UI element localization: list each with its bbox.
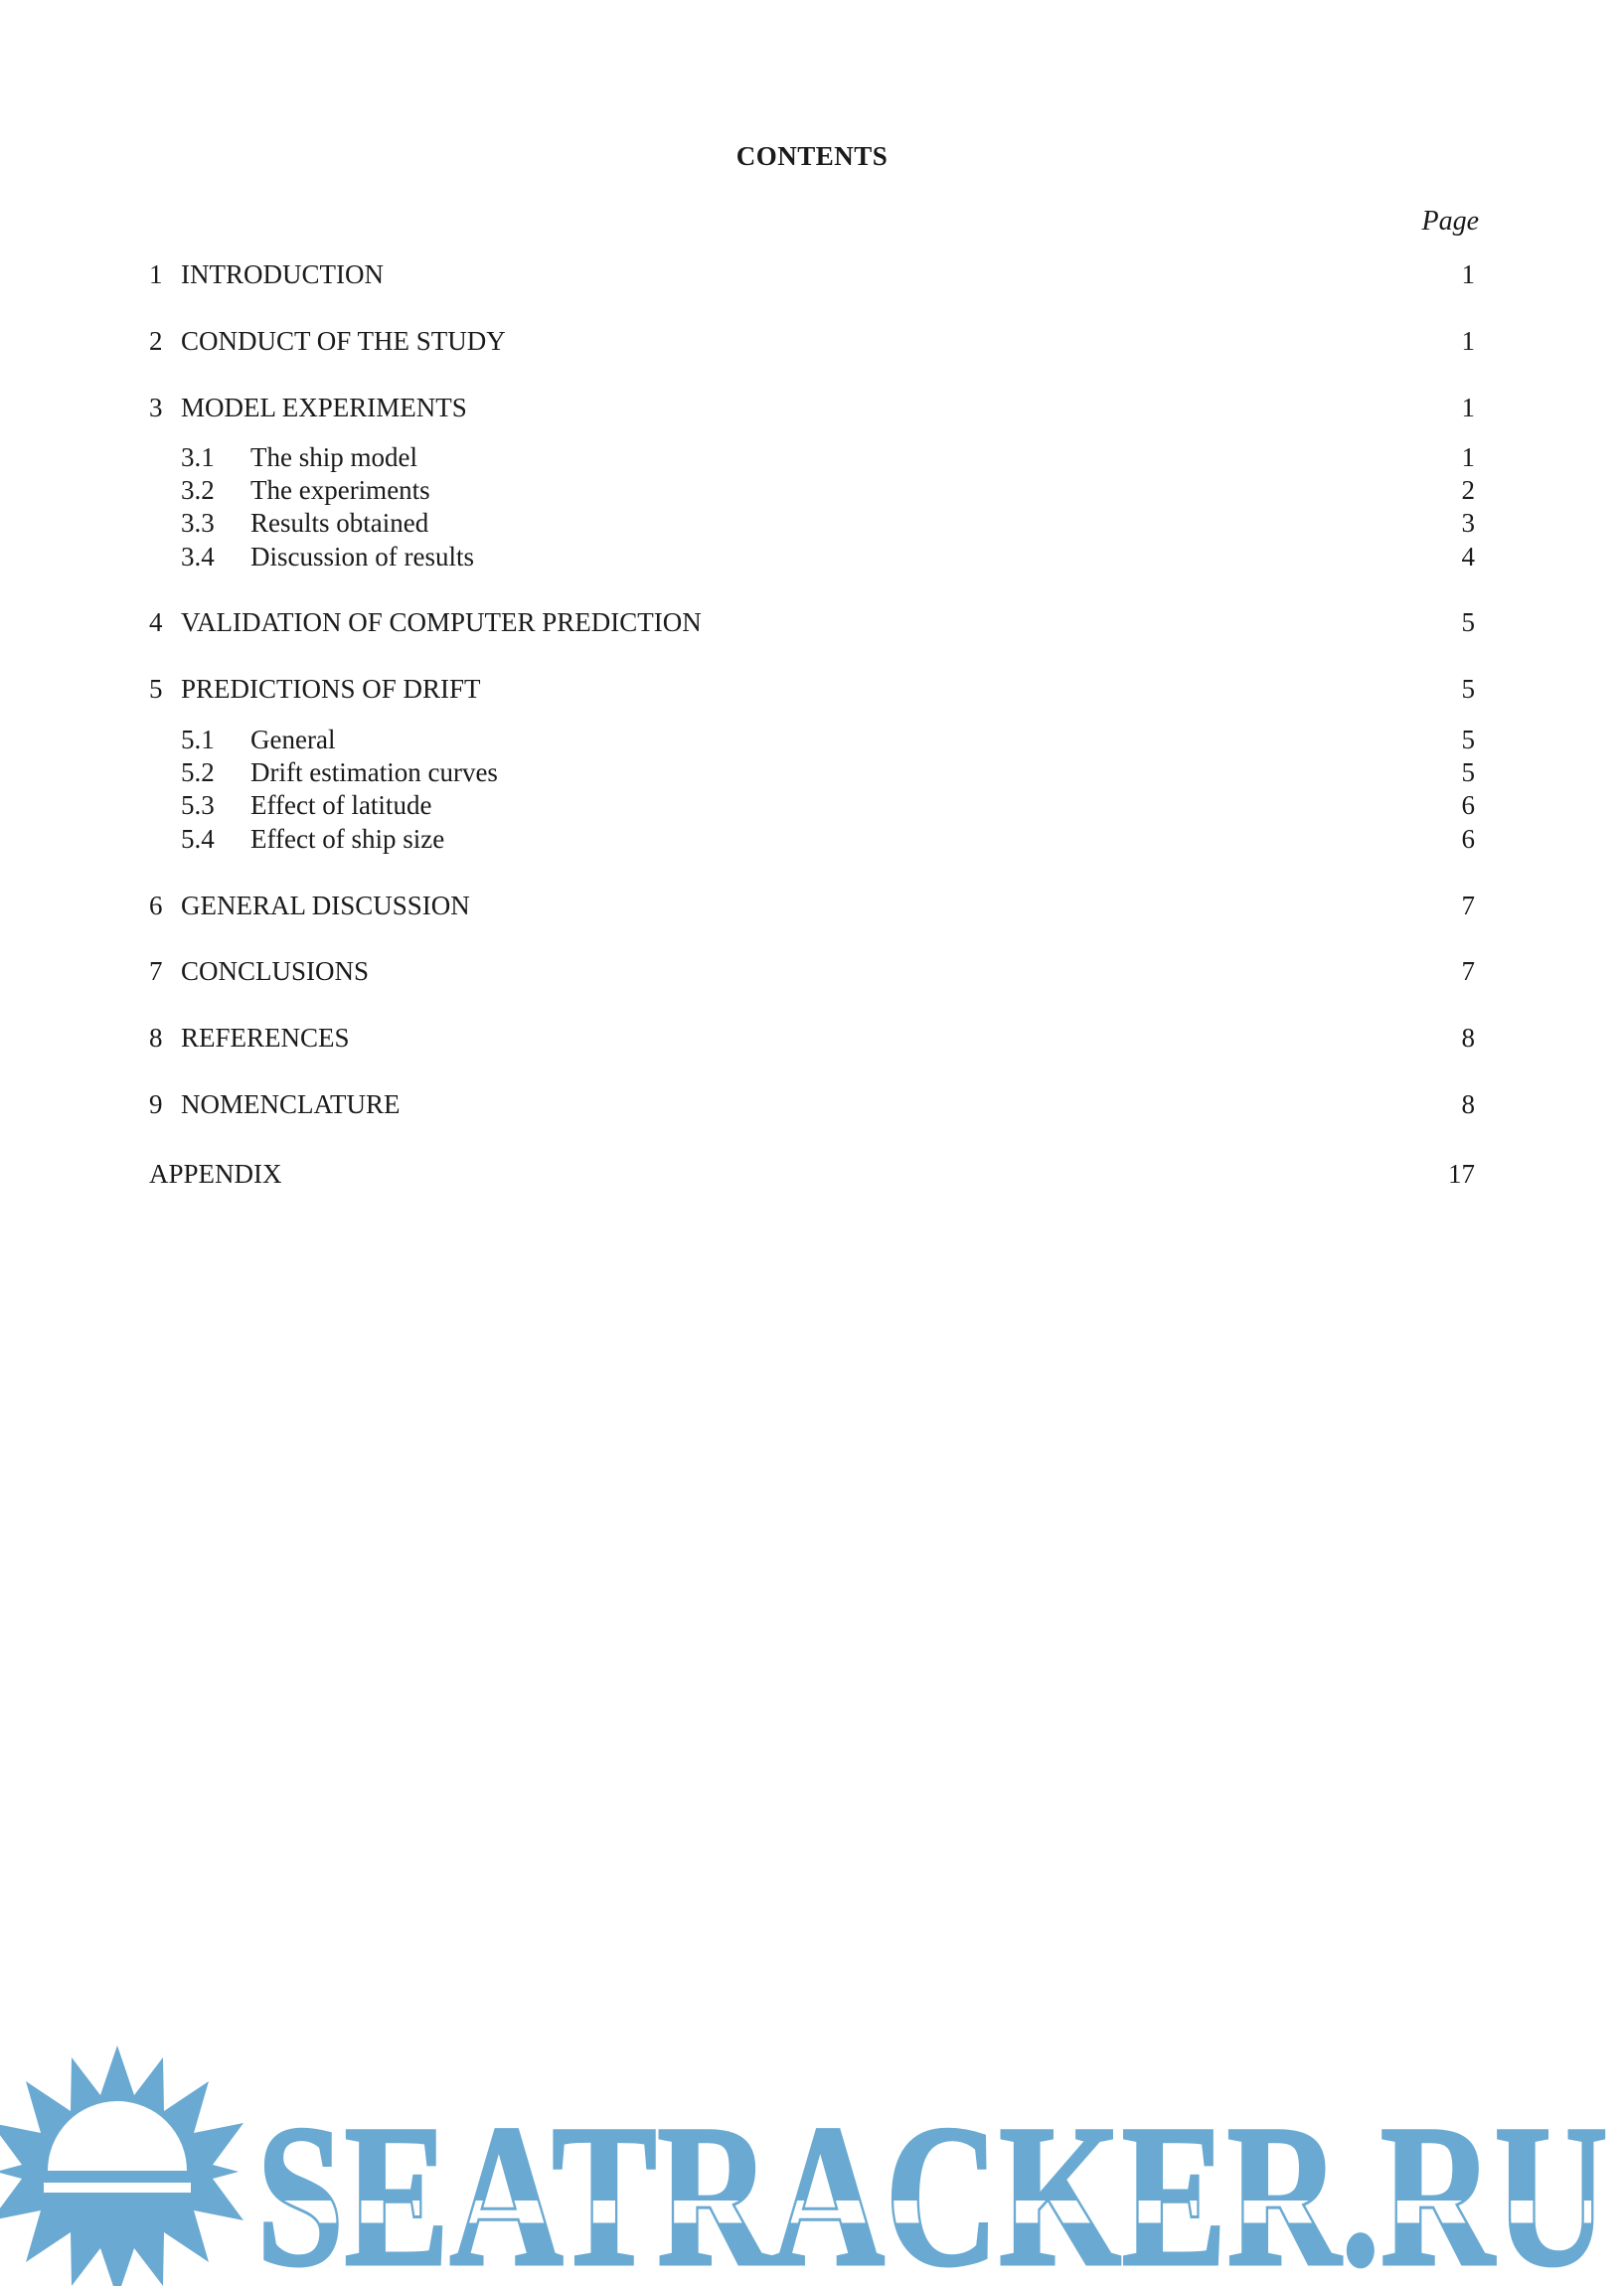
contents-title: CONTENTS	[735, 141, 889, 171]
toc-entry[interactable]	[149, 390, 1475, 425]
toc-entry-label: Results obtained	[250, 508, 429, 538]
toc-entry-page: 7	[1461, 891, 1475, 920]
toc-entry-label: CONCLUSIONS	[181, 956, 370, 986]
toc-entry-label: VALIDATION OF COMPUTER PREDICTION	[181, 607, 702, 637]
toc-entry-page: 5	[1461, 725, 1475, 754]
toc-subentry[interactable]	[149, 722, 1475, 757]
toc-entry-number: 4	[149, 607, 163, 637]
toc-entry-label: Effect of latitude	[250, 790, 432, 820]
toc-entry[interactable]	[149, 953, 1475, 989]
toc-entry-number: 3.1	[181, 442, 215, 472]
toc-entry-number: 5.1	[181, 725, 215, 754]
toc-entry[interactable]	[149, 256, 1475, 292]
toc-entry-label: The ship model	[250, 442, 417, 472]
toc-entry-label: NOMENCLATURE	[181, 1089, 401, 1119]
toc-entry-number: 5.2	[181, 757, 215, 787]
toc-entry-number: 6	[149, 891, 163, 920]
sun-icon	[0, 2045, 244, 2286]
toc-subentry[interactable]	[149, 754, 1475, 790]
toc-entry-page: 1	[1461, 259, 1475, 289]
toc-entry-page: 7	[1461, 956, 1475, 986]
toc-entry-page: 1	[1461, 326, 1475, 356]
toc-entry-page: 6	[1461, 824, 1475, 854]
toc-entry-page: 1	[1461, 442, 1475, 472]
toc-entry-number: 1	[149, 259, 163, 289]
toc-entry-label: Drift estimation curves	[250, 757, 498, 787]
toc-entry-label: The experiments	[250, 475, 430, 505]
toc-subentry[interactable]	[149, 539, 1475, 574]
toc-entry-number: 9	[149, 1089, 163, 1119]
page-column-header: Page	[1421, 206, 1479, 237]
toc-entry-label: MODEL EXPERIMENTS	[181, 393, 467, 422]
toc-entry-page: 8	[1461, 1089, 1475, 1119]
toc-subentry[interactable]	[149, 472, 1475, 508]
seatracker-watermark	[0, 2038, 1624, 2286]
toc-entry-page: 17	[1448, 1159, 1475, 1189]
toc-entry-label: PREDICTIONS OF DRIFT	[181, 674, 481, 704]
toc-entry-number: 3	[149, 393, 163, 422]
toc-entry-number: 3.4	[181, 542, 215, 572]
toc-entry-page: 6	[1461, 790, 1475, 820]
toc-entry-label: INTRODUCTION	[181, 259, 384, 289]
toc-entry-page: 4	[1461, 542, 1475, 572]
toc-entry[interactable]	[149, 671, 1475, 707]
toc-entry-page: 5	[1461, 607, 1475, 637]
toc-entry-page: 2	[1461, 475, 1475, 505]
toc-entry-page: 3	[1461, 508, 1475, 538]
toc-entry-number: 5.4	[181, 824, 215, 854]
toc-entry-label: Discussion of results	[250, 542, 474, 572]
toc-entry-page: 5	[1461, 757, 1475, 787]
toc-entry-page: 5	[1461, 674, 1475, 704]
toc-entry-number: 2	[149, 326, 163, 356]
toc-subentry[interactable]	[149, 439, 1475, 475]
toc-subentry[interactable]	[149, 505, 1475, 541]
toc-entry[interactable]	[149, 1020, 1475, 1056]
toc-entry-number: 7	[149, 956, 163, 986]
toc-entry-label: Effect of ship size	[250, 824, 445, 854]
toc-entry-number: 5	[149, 674, 163, 704]
toc-entry-page: 1	[1461, 393, 1475, 422]
toc-entry-page: 8	[1461, 1023, 1475, 1053]
toc-entry-number: 8	[149, 1023, 163, 1053]
toc-entry-number: 5.3	[181, 790, 215, 820]
toc-subentry[interactable]	[149, 821, 1475, 857]
watermark-logo-text: SEATRACKER.RU	[256, 2083, 1608, 2286]
toc-entry-appendix[interactable]	[149, 1156, 1475, 1192]
toc-entry-number: 3.3	[181, 508, 215, 538]
toc-subentry[interactable]	[149, 787, 1475, 823]
toc-entry-label: GENERAL DISCUSSION	[181, 891, 470, 920]
toc-entry-label: CONDUCT OF THE STUDY	[181, 326, 506, 356]
toc-entry-number: 3.2	[181, 475, 215, 505]
toc-entry-label: APPENDIX	[149, 1159, 282, 1189]
toc-entry[interactable]	[149, 604, 1475, 640]
toc-entry[interactable]	[149, 888, 1475, 923]
toc-entry[interactable]	[149, 323, 1475, 359]
toc-entry-label: General	[250, 725, 336, 754]
toc-entry[interactable]	[149, 1086, 1475, 1122]
toc-entry-label: REFERENCES	[181, 1023, 350, 1053]
